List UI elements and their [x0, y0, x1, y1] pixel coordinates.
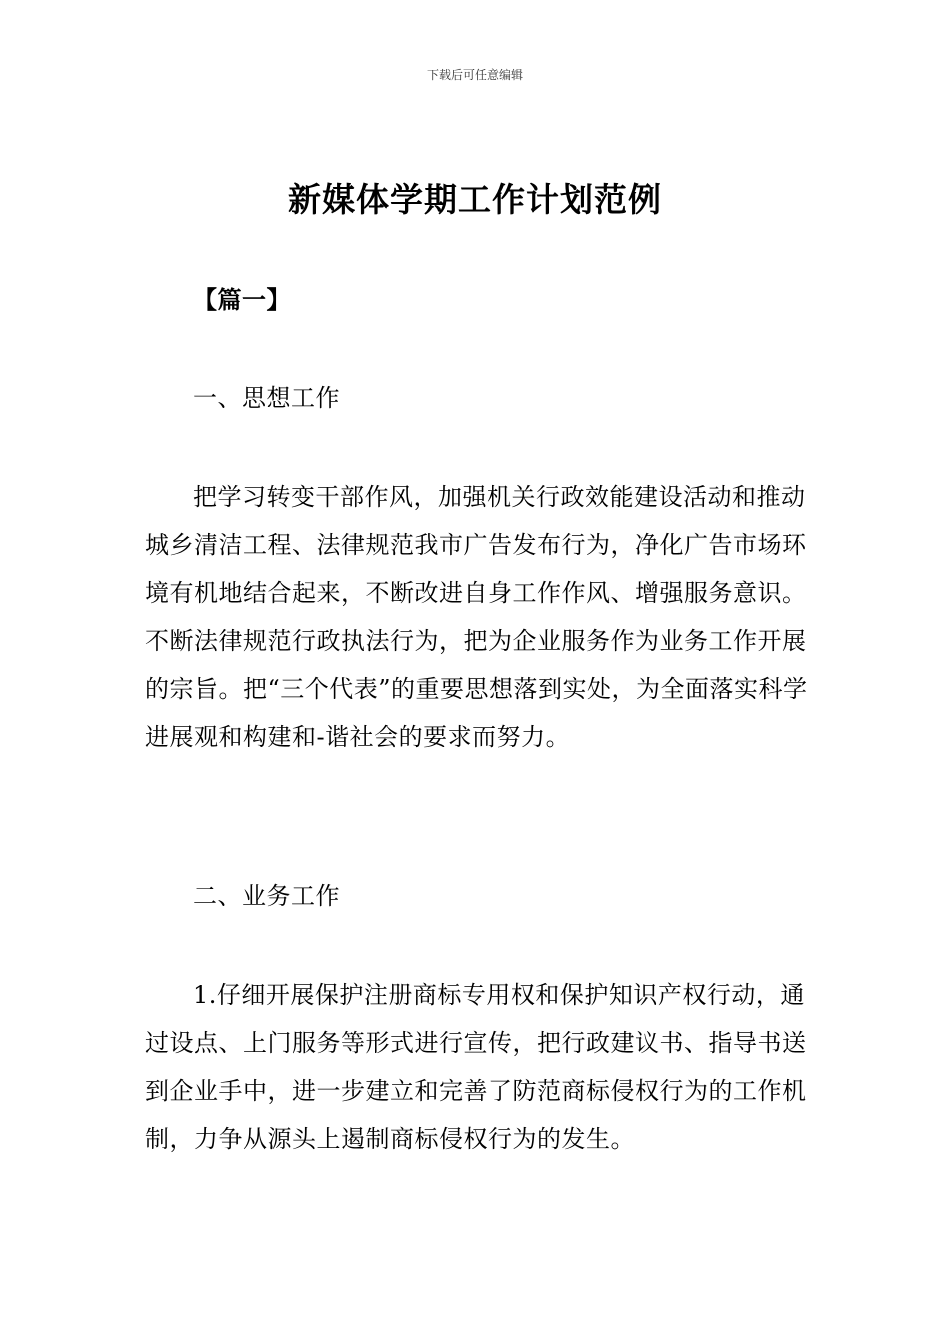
section-heading-thought-work: 一、思想工作 — [193, 384, 340, 412]
section-heading-business-work: 二、业务工作 — [193, 882, 340, 910]
header-note: 下载后可任意编辑 — [426, 68, 523, 82]
part-label: 【篇一】 — [193, 286, 291, 314]
document-title: 新媒体学期工作计划范例 — [288, 180, 662, 219]
section-paragraph-thought-work: 把学习转变干部作风，加强机关行政效能建设活动和推动城乡清洁工程、法律规范我市广告发布行为，净化广告市场环境有机地结合起来，不断改进自身工作作风、增强服务意识。不断法律规范行政执法行为，把为企业服务作为业务工作开展的宗旨。把“三个代表”的重要思想落到实处，为全面落实科学进展观和构建和-谐社会的要求而努力。 — [145, 483, 808, 751]
section-paragraph-business-work: 1.仔细开展保护注册商标专用权和保护知识产权行动，通过设点、上门服务等形式进行宣传，把行政建议书、指导书送到企业手中，进一步建立和完善了防范商标侵权行为的工作机制，力争从源头上遏制商标侵权行为的发生。 — [145, 981, 807, 1153]
